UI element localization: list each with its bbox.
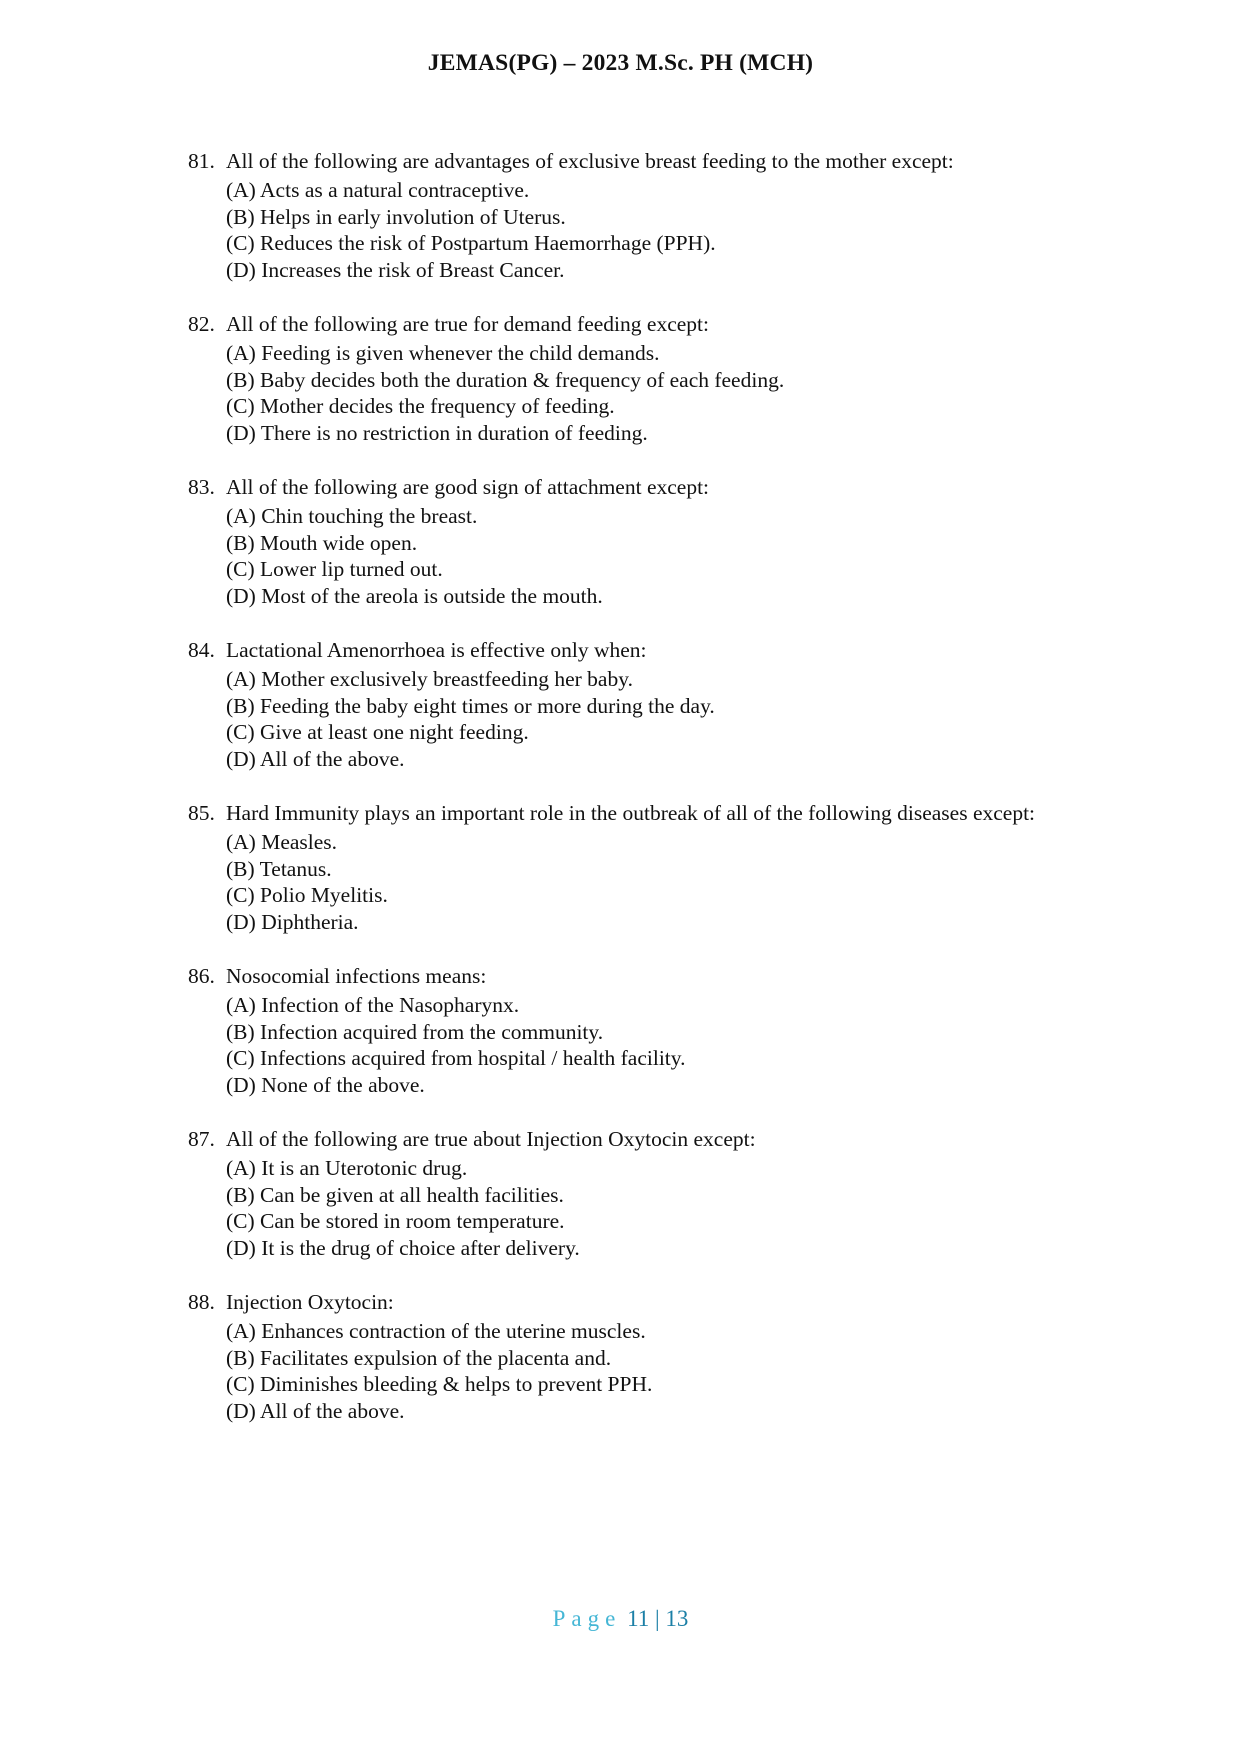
option-a: (A) Acts as a natural contraceptive. bbox=[226, 178, 530, 202]
option-d: (D) Increases the risk of Breast Cancer. bbox=[226, 257, 565, 282]
question-number: 81. bbox=[188, 149, 215, 173]
option-c: (C) Infections acquired from hospital / health facility. bbox=[226, 1046, 686, 1070]
page-title: JEMAS(PG) – 2023 M.Sc. PH (MCH) bbox=[427, 50, 814, 76]
option-d: (D) Diphtheria. bbox=[226, 909, 359, 934]
option-a: (A) It is an Uterotonic drug. bbox=[226, 1156, 468, 1180]
option-list bbox=[226, 340, 1088, 446]
option-c: (C) Diminishes bleeding & helps to prevent PPH. bbox=[226, 1372, 653, 1396]
option-b: (B) Infection acquired from the community. bbox=[226, 1019, 604, 1044]
question-list bbox=[188, 146, 1088, 1450]
option-c: (C) Give at least one night feeding. bbox=[226, 720, 529, 744]
question-number: 83. bbox=[188, 475, 215, 499]
option-list bbox=[226, 829, 1088, 935]
option-a: (A) Enhances contraction of the uterine muscles. bbox=[226, 1319, 646, 1343]
page-footer bbox=[0, 1606, 1241, 1632]
question-text: Nosocomial infections means: bbox=[226, 964, 487, 988]
question-85 bbox=[188, 798, 1088, 935]
option-d: (D) All of the above. bbox=[226, 1398, 405, 1423]
question-83 bbox=[188, 472, 1088, 609]
option-b: (B) Baby decides both the duration & frequency of each feeding. bbox=[226, 367, 785, 392]
question-number: 84. bbox=[188, 638, 215, 662]
option-a: (A) Chin touching the breast. bbox=[226, 504, 478, 528]
option-list bbox=[226, 1318, 1088, 1424]
option-c: (C) Reduces the risk of Postpartum Haemorrhage (PPH). bbox=[226, 231, 716, 255]
option-d: (D) None of the above. bbox=[226, 1072, 425, 1097]
question-text: All of the following are true about Injection Oxytocin except: bbox=[226, 1127, 756, 1151]
question-number: 88. bbox=[188, 1290, 215, 1314]
option-list bbox=[226, 1155, 1088, 1261]
option-b: (B) Helps in early involution of Uterus. bbox=[226, 204, 566, 229]
question-text: All of the following are true for demand feeding except: bbox=[226, 312, 709, 336]
question-text: All of the following are good sign of attachment except: bbox=[226, 475, 710, 499]
question-88 bbox=[188, 1287, 1088, 1424]
option-a: (A) Measles. bbox=[226, 830, 338, 854]
option-b: (B) Feeding the baby eight times or more during the day. bbox=[226, 693, 715, 718]
option-d: (D) Most of the areola is outside the mouth. bbox=[226, 583, 603, 608]
option-c: (C) Polio Myelitis. bbox=[226, 883, 388, 907]
option-d: (D) There is no restriction in duration of feeding. bbox=[226, 420, 648, 445]
question-81 bbox=[188, 146, 1088, 283]
option-b: (B) Can be given at all health facilities. bbox=[226, 1182, 564, 1207]
option-b: (B) Tetanus. bbox=[226, 856, 332, 881]
option-b: (B) Facilitates expulsion of the placenta and. bbox=[226, 1345, 612, 1370]
option-a: (A) Feeding is given whenever the child demands. bbox=[226, 341, 660, 365]
option-b: (B) Mouth wide open. bbox=[226, 530, 418, 555]
question-number: 85. bbox=[188, 801, 215, 825]
question-text: All of the following are advantages of exclusive breast feeding to the mother except: bbox=[226, 149, 954, 173]
question-number: 87. bbox=[188, 1127, 215, 1151]
question-text: Hard Immunity plays an important role in the outbreak of all of the following diseases except: bbox=[226, 801, 1036, 825]
question-number: 86. bbox=[188, 964, 215, 988]
option-list bbox=[226, 177, 1088, 283]
option-c: (C) Lower lip turned out. bbox=[226, 557, 443, 581]
question-84 bbox=[188, 635, 1088, 772]
option-list bbox=[226, 666, 1088, 772]
question-86 bbox=[188, 961, 1088, 1098]
option-list bbox=[226, 503, 1088, 609]
question-82 bbox=[188, 309, 1088, 446]
question-text: Injection Oxytocin: bbox=[226, 1290, 394, 1314]
option-d: (D) All of the above. bbox=[226, 746, 405, 771]
option-a: (A) Mother exclusively breastfeeding her baby. bbox=[226, 667, 633, 691]
page-label: Page bbox=[552, 1606, 622, 1631]
option-list bbox=[226, 992, 1088, 1098]
page-number: 11 | 13 bbox=[627, 1606, 689, 1631]
option-a: (A) Infection of the Nasopharynx. bbox=[226, 993, 520, 1017]
question-number: 82. bbox=[188, 312, 215, 336]
option-c: (C) Can be stored in room temperature. bbox=[226, 1209, 565, 1233]
option-c: (C) Mother decides the frequency of feeding. bbox=[226, 394, 615, 418]
question-87 bbox=[188, 1124, 1088, 1261]
option-d: (D) It is the drug of choice after delivery. bbox=[226, 1235, 580, 1260]
question-text: Lactational Amenorrhoea is effective only when: bbox=[226, 638, 647, 662]
